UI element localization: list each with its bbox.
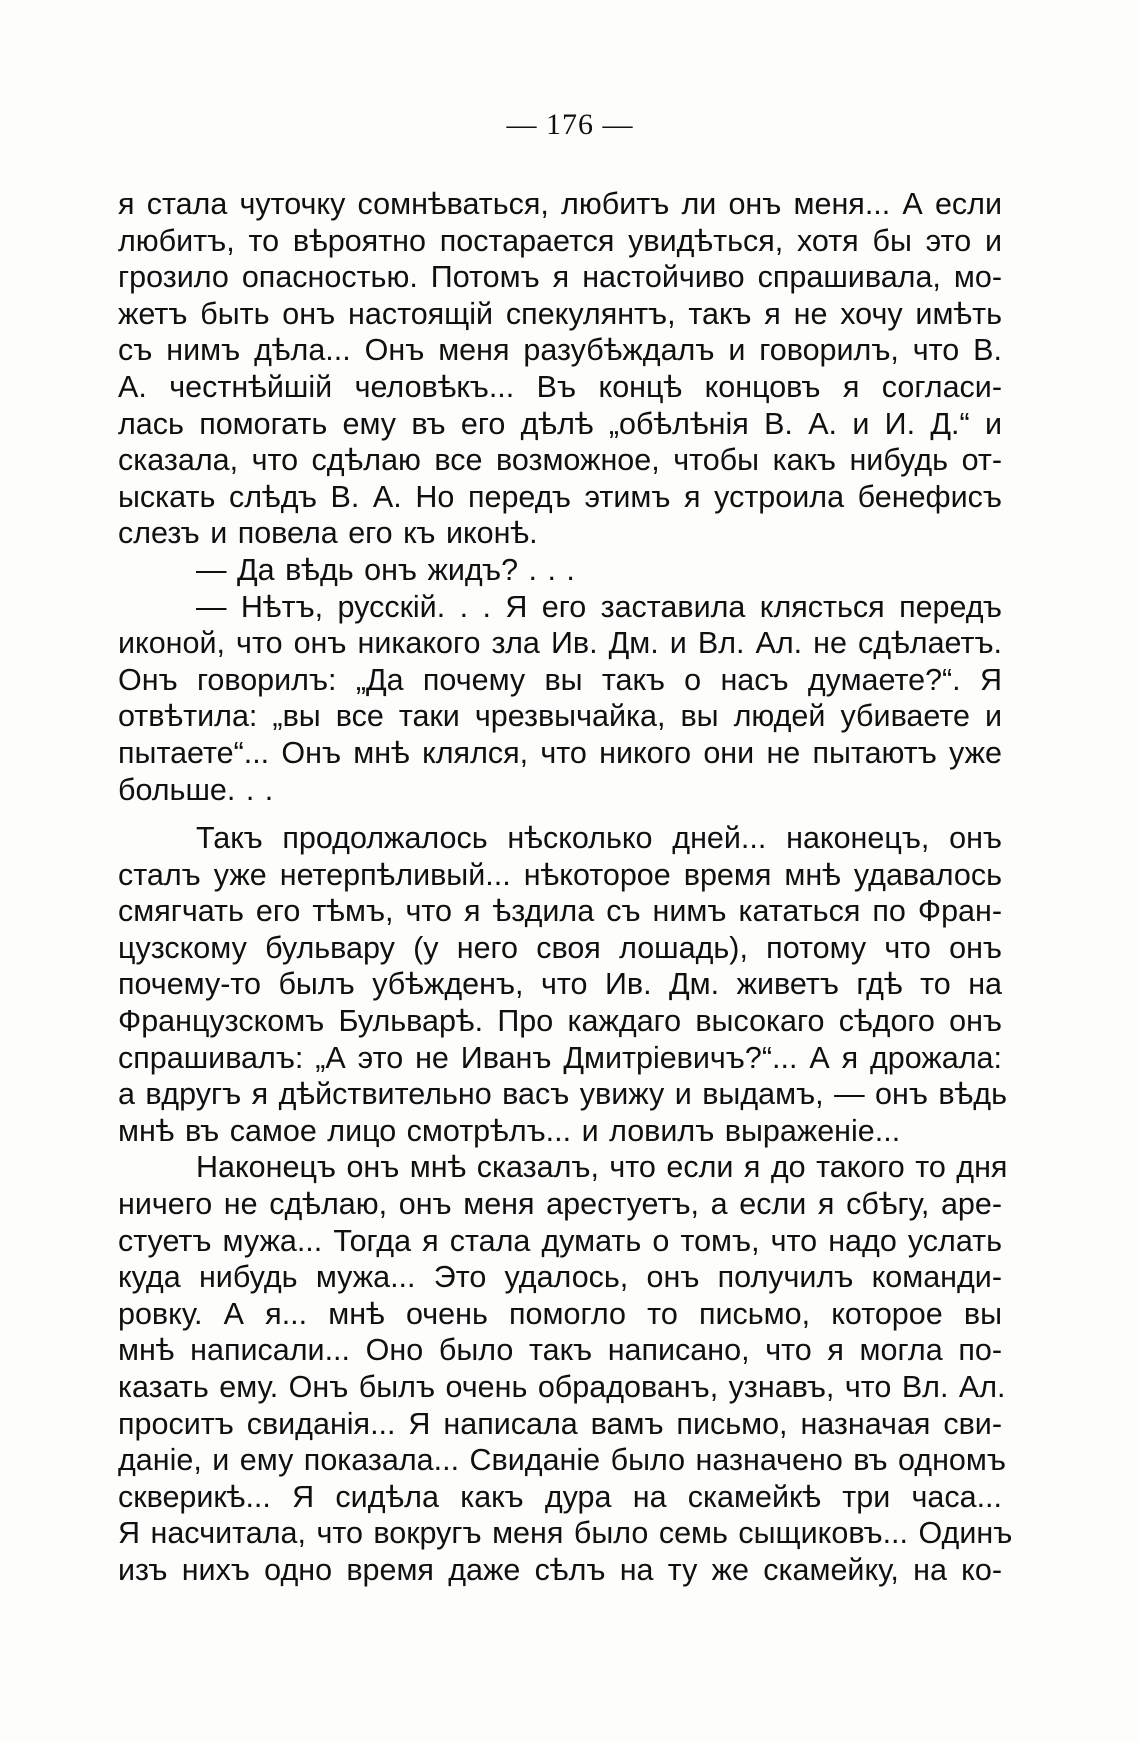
paragraph-start-line: Наконецъ онъ мнѣ сказалъ, что если я до такого то дня (196, 1150, 1008, 1185)
text-line: любитъ, то вѣроятно постарается увидѣться, хотя бы это и (118, 223, 1002, 258)
paragraph-gap (118, 808, 1002, 820)
dialogue-line: — Да вѣдь онъ жидъ? . . . (196, 552, 575, 587)
text-line: сказала, что сдѣлаю все возможное, чтобы какъ нибудь от- (118, 443, 1002, 478)
text-line: сталъ уже нетерпѣливый... нѣкоторое время мнѣ удавалось (118, 857, 1002, 892)
text-line: спрашивалъ: „А это не Иванъ Дмитріевичъ?“... А я дрожала: (118, 1040, 1002, 1075)
text-line: а вдругъ я дѣйствительно васъ увижу и выдамъ, — онъ вѣдь (118, 1077, 1007, 1112)
text-line: мнѣ въ самое лицо смотрѣлъ... и ловилъ выраженіе... (118, 1113, 901, 1148)
text-line: ыскать слѣдъ В. А. Но передъ этимъ я устроила бенефисъ (118, 479, 1002, 514)
text-line: изъ нихъ одно время даже сѣлъ на ту же скамейку, на ко- (118, 1552, 1002, 1587)
text-line: куда нибудь мужа... Это удалось, онъ получилъ команди- (118, 1260, 1002, 1295)
text-line: больше. . . (118, 772, 274, 807)
text-line: скверикѣ... Я сидѣла какъ дура на скамейкѣ три часа... (118, 1479, 1002, 1514)
text-line: почему-то былъ убѣжденъ, что Ив. Дм. живетъ гдѣ то на (118, 967, 1002, 1002)
text-line: Онъ говорилъ: „Да почему вы такъ о насъ думаете?“. Я (118, 662, 1002, 697)
text-line: А. честнѣйшій человѣкъ... Въ концѣ концовъ я согласи- (118, 369, 1002, 404)
text-line: жетъ быть онъ настоящій спекулянтъ, такъ я не хочу имѣть (118, 296, 1002, 331)
text-line: мнѣ написали... Оно было такъ написано, что я могла по- (118, 1333, 1002, 1368)
text-line: цузскому бульвару (у него своя лошадь), потому что онъ (118, 930, 1002, 965)
text-line: казать ему. Онъ былъ очень обрадованъ, узнавъ, что Вл. Ал. (118, 1370, 1006, 1404)
text-line: Я насчитала, что вокругъ меня было семь сыщиковъ... Одинъ (118, 1516, 1013, 1551)
text-line: Французскомъ Бульварѣ. Про каждаго высокаго сѣдого онъ (118, 1004, 1002, 1039)
text-line: смягчать его тѣмъ, что я ѣздила съ нимъ кататься по Фран- (118, 894, 1002, 929)
text-line: грозило опасностью. Потомъ я настойчиво спрашивала, мо- (118, 260, 1002, 295)
text-line: ровку. А я... мнѣ очень помогло то письмо, которое вы (118, 1296, 1002, 1331)
dialogue-line: — Нѣтъ, русскій. . . Я его заставила клясться передъ (196, 589, 1002, 624)
body-text (118, 186, 1013, 1589)
text-line: я стала чуточку сомнѣваться, любитъ ли онъ меня... А если (118, 187, 1002, 221)
paragraph-start-line: Такъ продолжалось нѣсколько дней... наконецъ, онъ (196, 821, 1002, 856)
text-line: пытаете“... Онъ мнѣ клялся, что никого они не пытаютъ уже (118, 735, 1002, 770)
text-line: ничего не сдѣлаю, онъ меня арестуетъ, а если я сбѣгу, аре- (118, 1187, 1002, 1222)
text-line: лась помогать ему въ его дѣлѣ „обѣлѣнія В. А. и И. Д.“ и (118, 406, 1002, 441)
text-line: слезъ и повела его къ иконѣ. (118, 516, 538, 551)
text-line: даніе, и ему показала... Свиданіе было назначено въ одномъ (118, 1443, 1006, 1478)
text-line: съ нимъ дѣла... Онъ меня разубѣждалъ и говорилъ, что В. (118, 333, 1002, 368)
text-line: проситъ свиданія... Я написала вамъ письмо, назначая сви- (118, 1406, 1002, 1441)
text-line: иконой, что онъ никакого зла Ив. Дм. и Вл. Ал. не сдѣлаетъ. (118, 626, 1002, 661)
text-line: отвѣтила: „вы все таки чрезвычайка, вы людей убиваете и (118, 699, 1002, 734)
page-number: — 176 — (506, 108, 634, 141)
text-line: стуетъ мужа... Тогда я стала думать о томъ, что надо услать (118, 1223, 1002, 1258)
